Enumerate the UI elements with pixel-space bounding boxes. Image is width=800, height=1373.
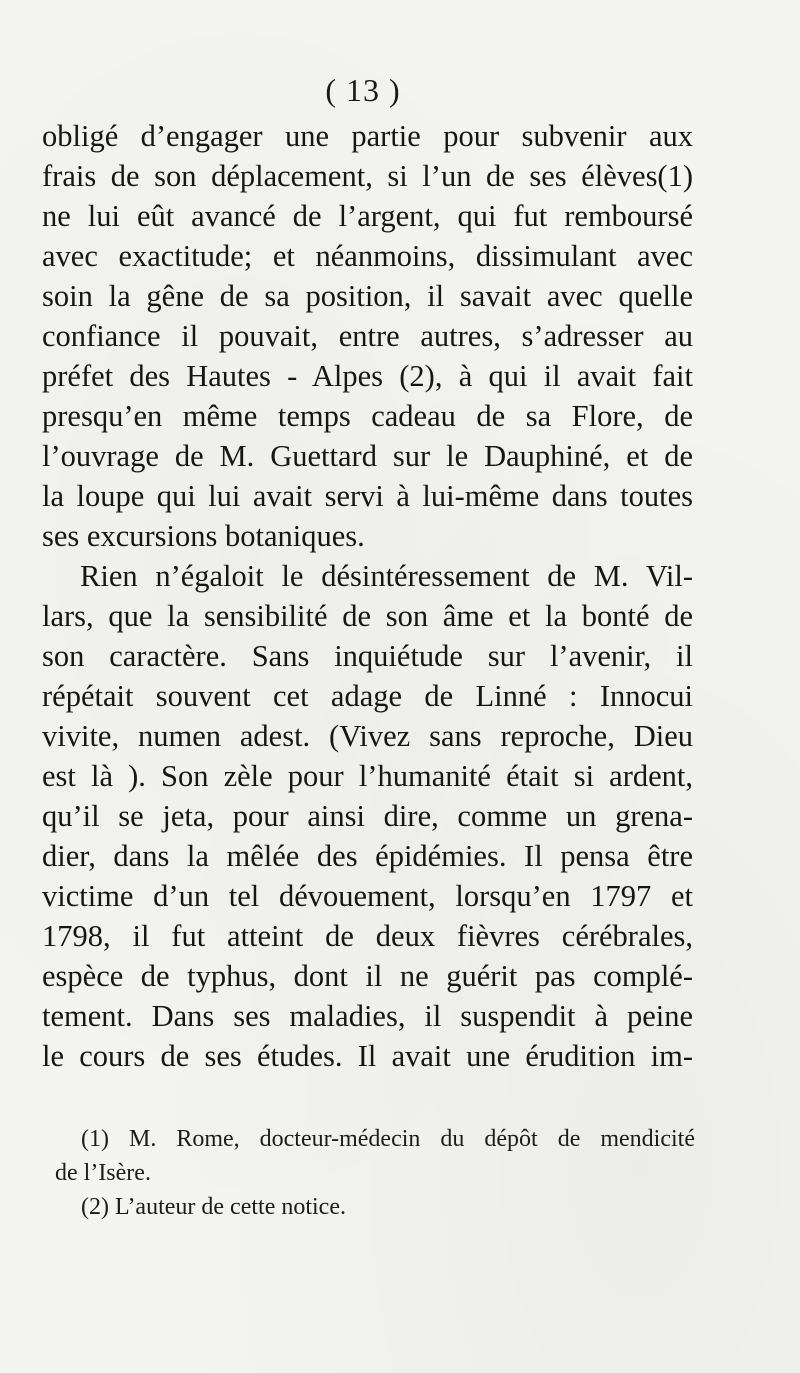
text-line: tement. Dans ses maladies, il suspendit à peine [42, 999, 693, 1033]
text-line: son caractère. Sans inquiétude sur l’avenir, il [42, 639, 693, 673]
text-line: ses excursions botaniques. [42, 519, 365, 553]
text-line: victime d’un tel dévouement, lorsqu’en 1797 et [42, 879, 693, 913]
body-text [42, 116, 693, 1076]
text-line: soin la gêne de sa position, il savait avec quelle [42, 279, 693, 313]
text-line: confiance il pouvait, entre autres, s’adresser au [42, 319, 693, 353]
footnotes [55, 1122, 695, 1224]
text-line: obligé d’engager une partie pour subvenir aux [42, 119, 693, 153]
text-line: répétait souvent cet adage de Linné : Innocui [42, 679, 693, 713]
text-line: espèce de typhus, dont il ne guérit pas complé- [42, 959, 693, 993]
text-line: la loupe qui lui avait servi à lui-même dans toutes [42, 479, 693, 513]
text-line: lars, que la sensibilité de son âme et la bonté de [42, 599, 693, 633]
footnote-line: (1) M. Rome, docteur-médecin du dépôt de mendicité [81, 1126, 695, 1152]
text-line: 1798, il fut atteint de deux fièvres cérébrales, [42, 919, 693, 953]
text-line: avec exactitude; et néanmoins, dissimulant avec [42, 239, 693, 273]
text-line: est là ). Son zèle pour l’humanité était si ardent, [42, 759, 693, 793]
footnote-line: de l’Isère. [55, 1160, 151, 1186]
text-line: ne lui eût avancé de l’argent, qui fut remboursé [42, 199, 693, 233]
text-line: presqu’en même temps cadeau de sa Flore, de [42, 399, 693, 433]
text-line: vivite, numen adest. (Vivez sans reproche, Dieu [42, 719, 693, 753]
text-line: Rien n’égaloit le désintéressement de M. Vil- [80, 559, 693, 593]
text-line: le cours de ses études. Il avait une érudition im- [42, 1039, 693, 1073]
text-line: préfet des Hautes - Alpes (2), à qui il avait fait [42, 359, 693, 393]
text-line: frais de son déplacement, si l’un de ses élèves(1) [42, 159, 693, 193]
text-line: qu’il se jeta, pour ainsi dire, comme un grena- [42, 799, 693, 833]
text-line: l’ouvrage de M. Guettard sur le Dauphiné, et de [42, 439, 693, 473]
page-number: ( 13 ) [325, 72, 401, 108]
text-line: dier, dans la mêlée des épidémies. Il pensa être [42, 839, 693, 873]
footnote-line: (2) L’auteur de cette notice. [81, 1194, 346, 1220]
